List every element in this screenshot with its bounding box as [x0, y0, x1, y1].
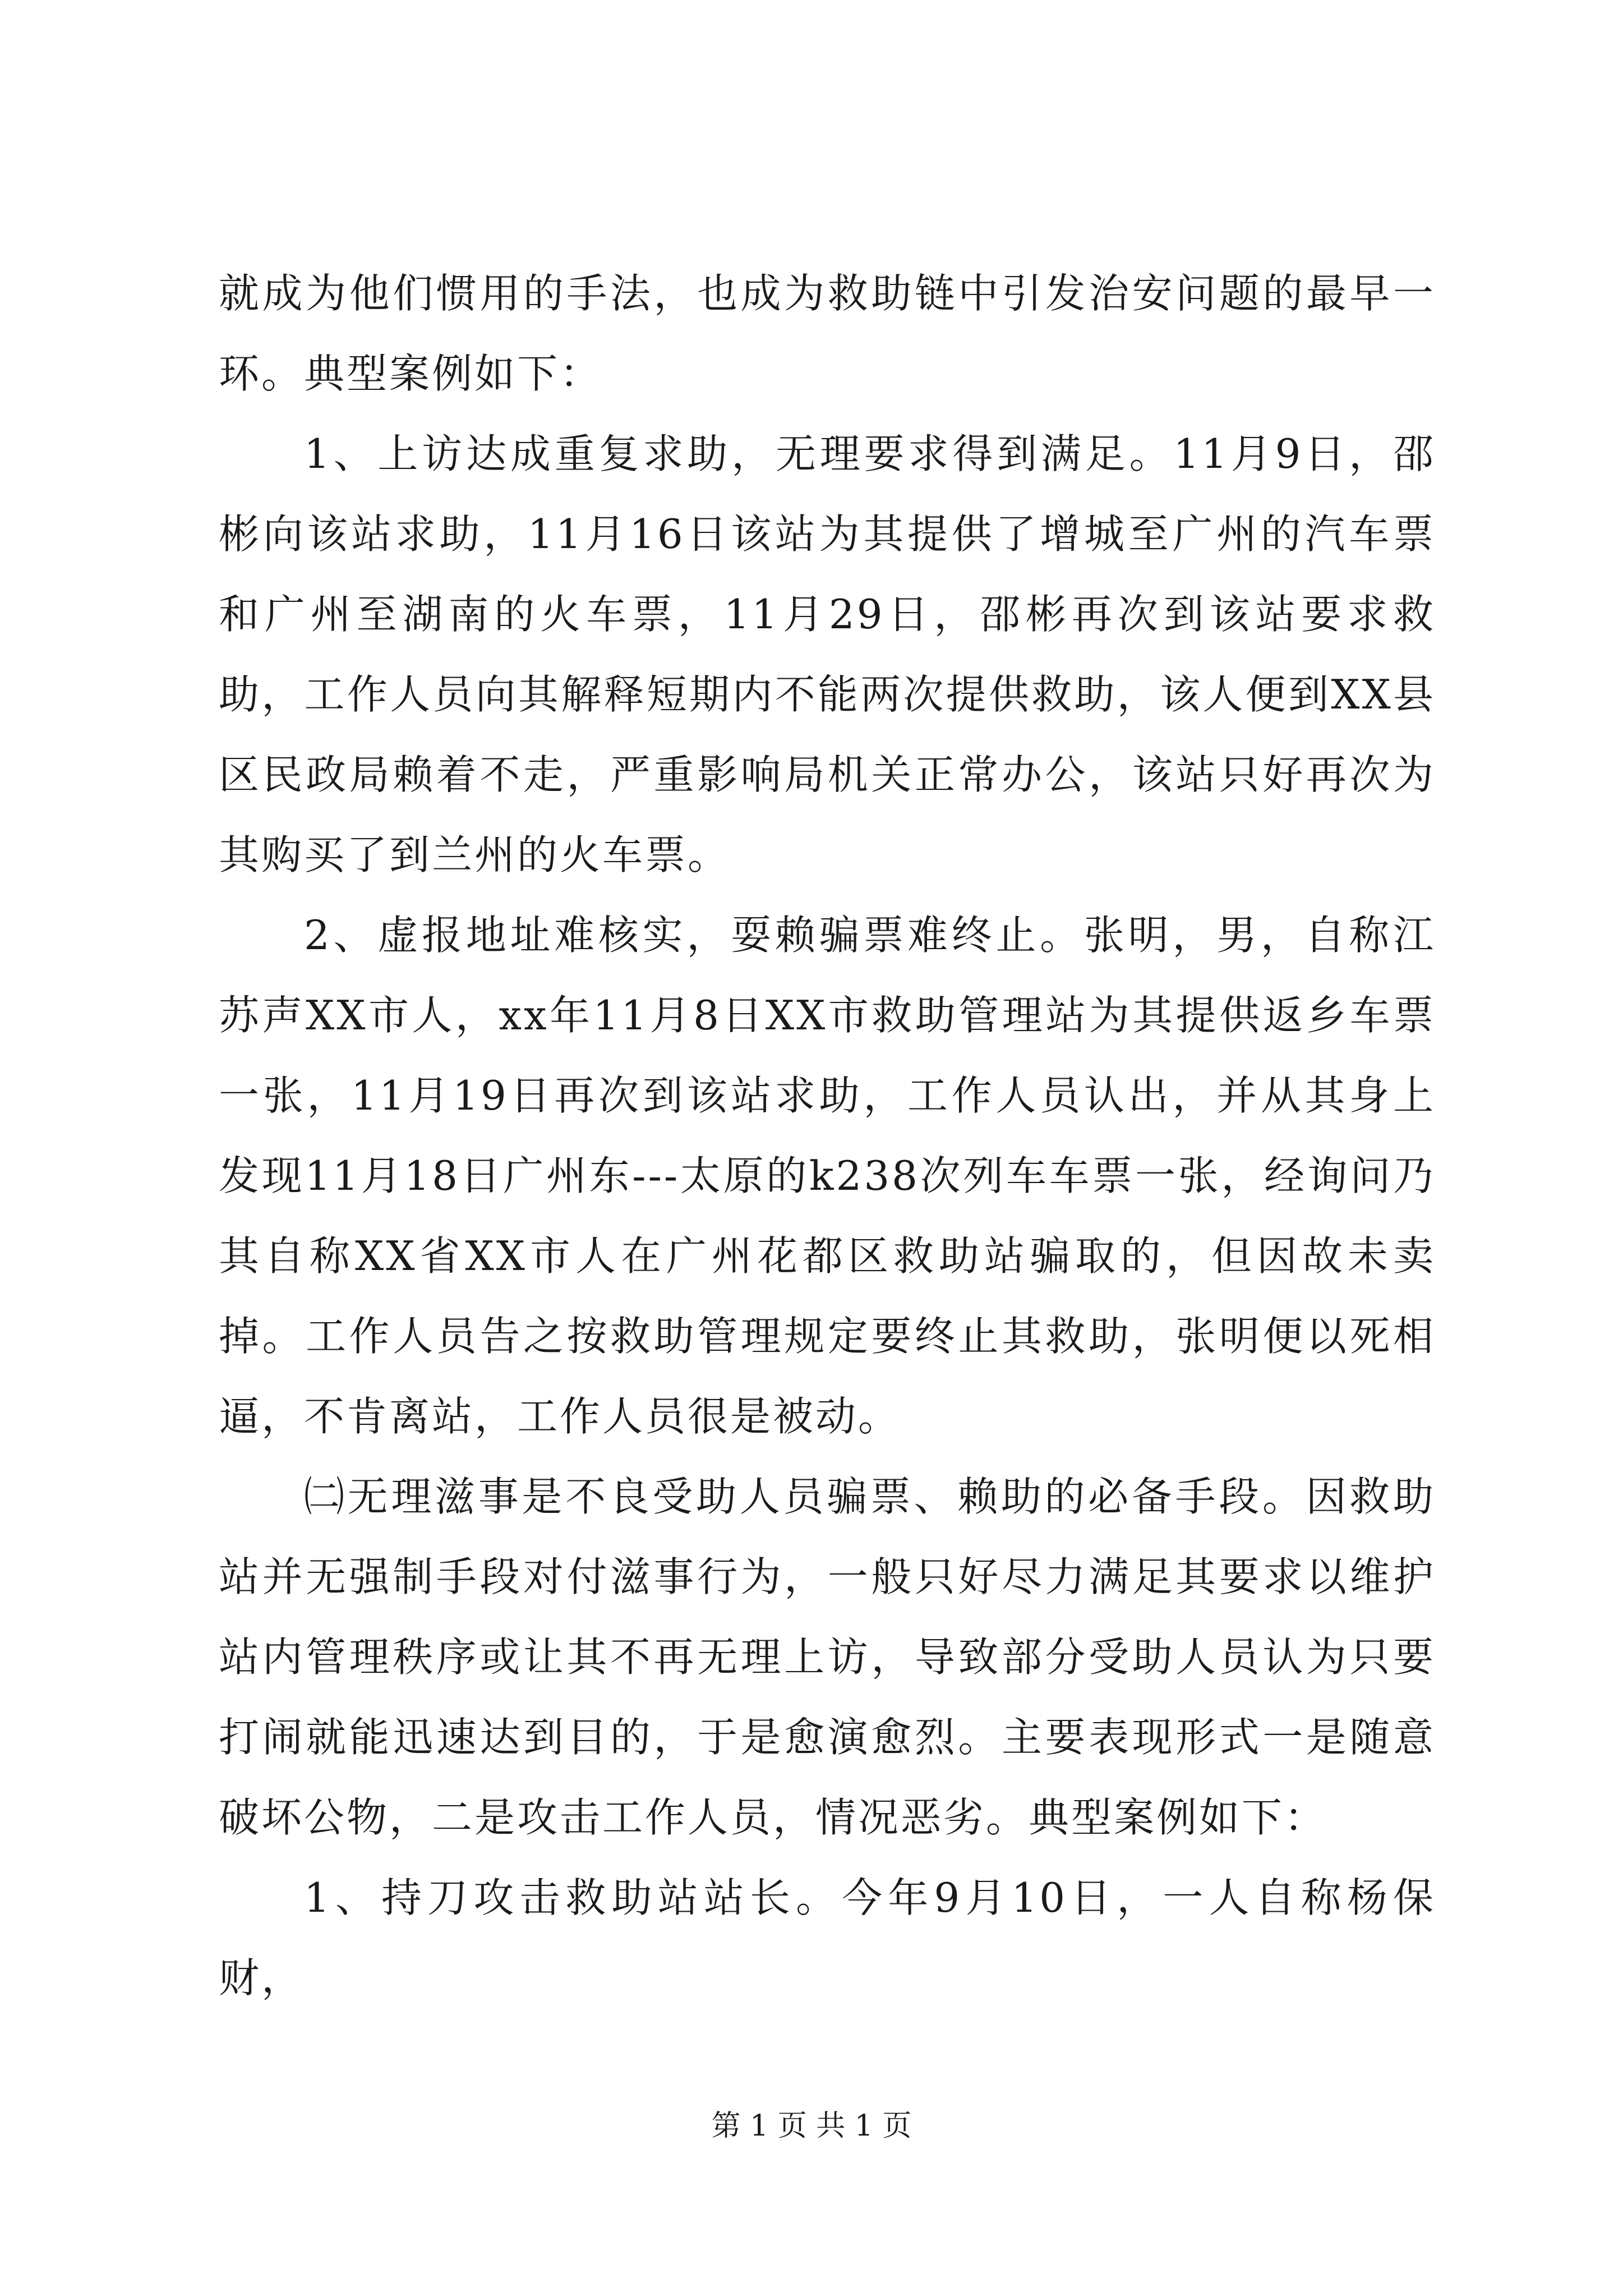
page-footer: [0, 2106, 1623, 2146]
paragraph-4: ㈡无理滋事是不良受助人员骗票、赖助的必备手段。因救助站并无强制手段对付滋事行为，一般只好尽力满足其要求以维护站内管理秩序或让其不再无理上访，导致部分受助人员认为只要打闹就能迅速达到目的，于是愈演愈烈。主要表现形式一是随意破坏公物，二是攻击工作人员，情况恶劣。典型案例如下：: [219, 1473, 1436, 1841]
paragraph-5: 1、持刀攻击救助站站长。今年9月10日，一人自称杨保财，: [219, 1874, 1436, 2001]
paragraph-2: 1、上访达成重复求助，无理要求得到满足。11月9日，邵彬向该站求助，11月16日该站为其提供了增城至广州的汽车票和广州至湖南的火车票，11月29日，邵彬再次到该站要求救助，工作人员向其解释短期内不能两次提供救助，该人便到XX县区民政局赖着不走，严重影响局机关正常办公，该站只好再次为其购买了到兰州的火车票。: [219, 430, 1436, 878]
document-body: [219, 254, 1436, 2018]
paragraph-3: 2、虚报地址难核实，耍赖骗票难终止。张明，男，自称江苏声XX市人，xx年11月8日XX市救助管理站为其提供返乡车票一张，11月19日再次到该站求助，工作人员认出，并从其身上发现11月18日广州东---太原的k238次列车车票一张，经询问乃其自称XX省XX市人在广州花都区救助站骗取的，但因故未卖掉。工作人员告之按救助管理规定要终止其救助，张明便以死相逼，不肯离站，工作人员很是被动。: [219, 912, 1436, 1440]
page-number-label: 第 1 页 共 1 页: [711, 2109, 912, 2143]
paragraph-1: 就成为他们惯用的手法，也成为救助链中引发治安问题的最早一环。典型案例如下：: [219, 270, 1436, 397]
